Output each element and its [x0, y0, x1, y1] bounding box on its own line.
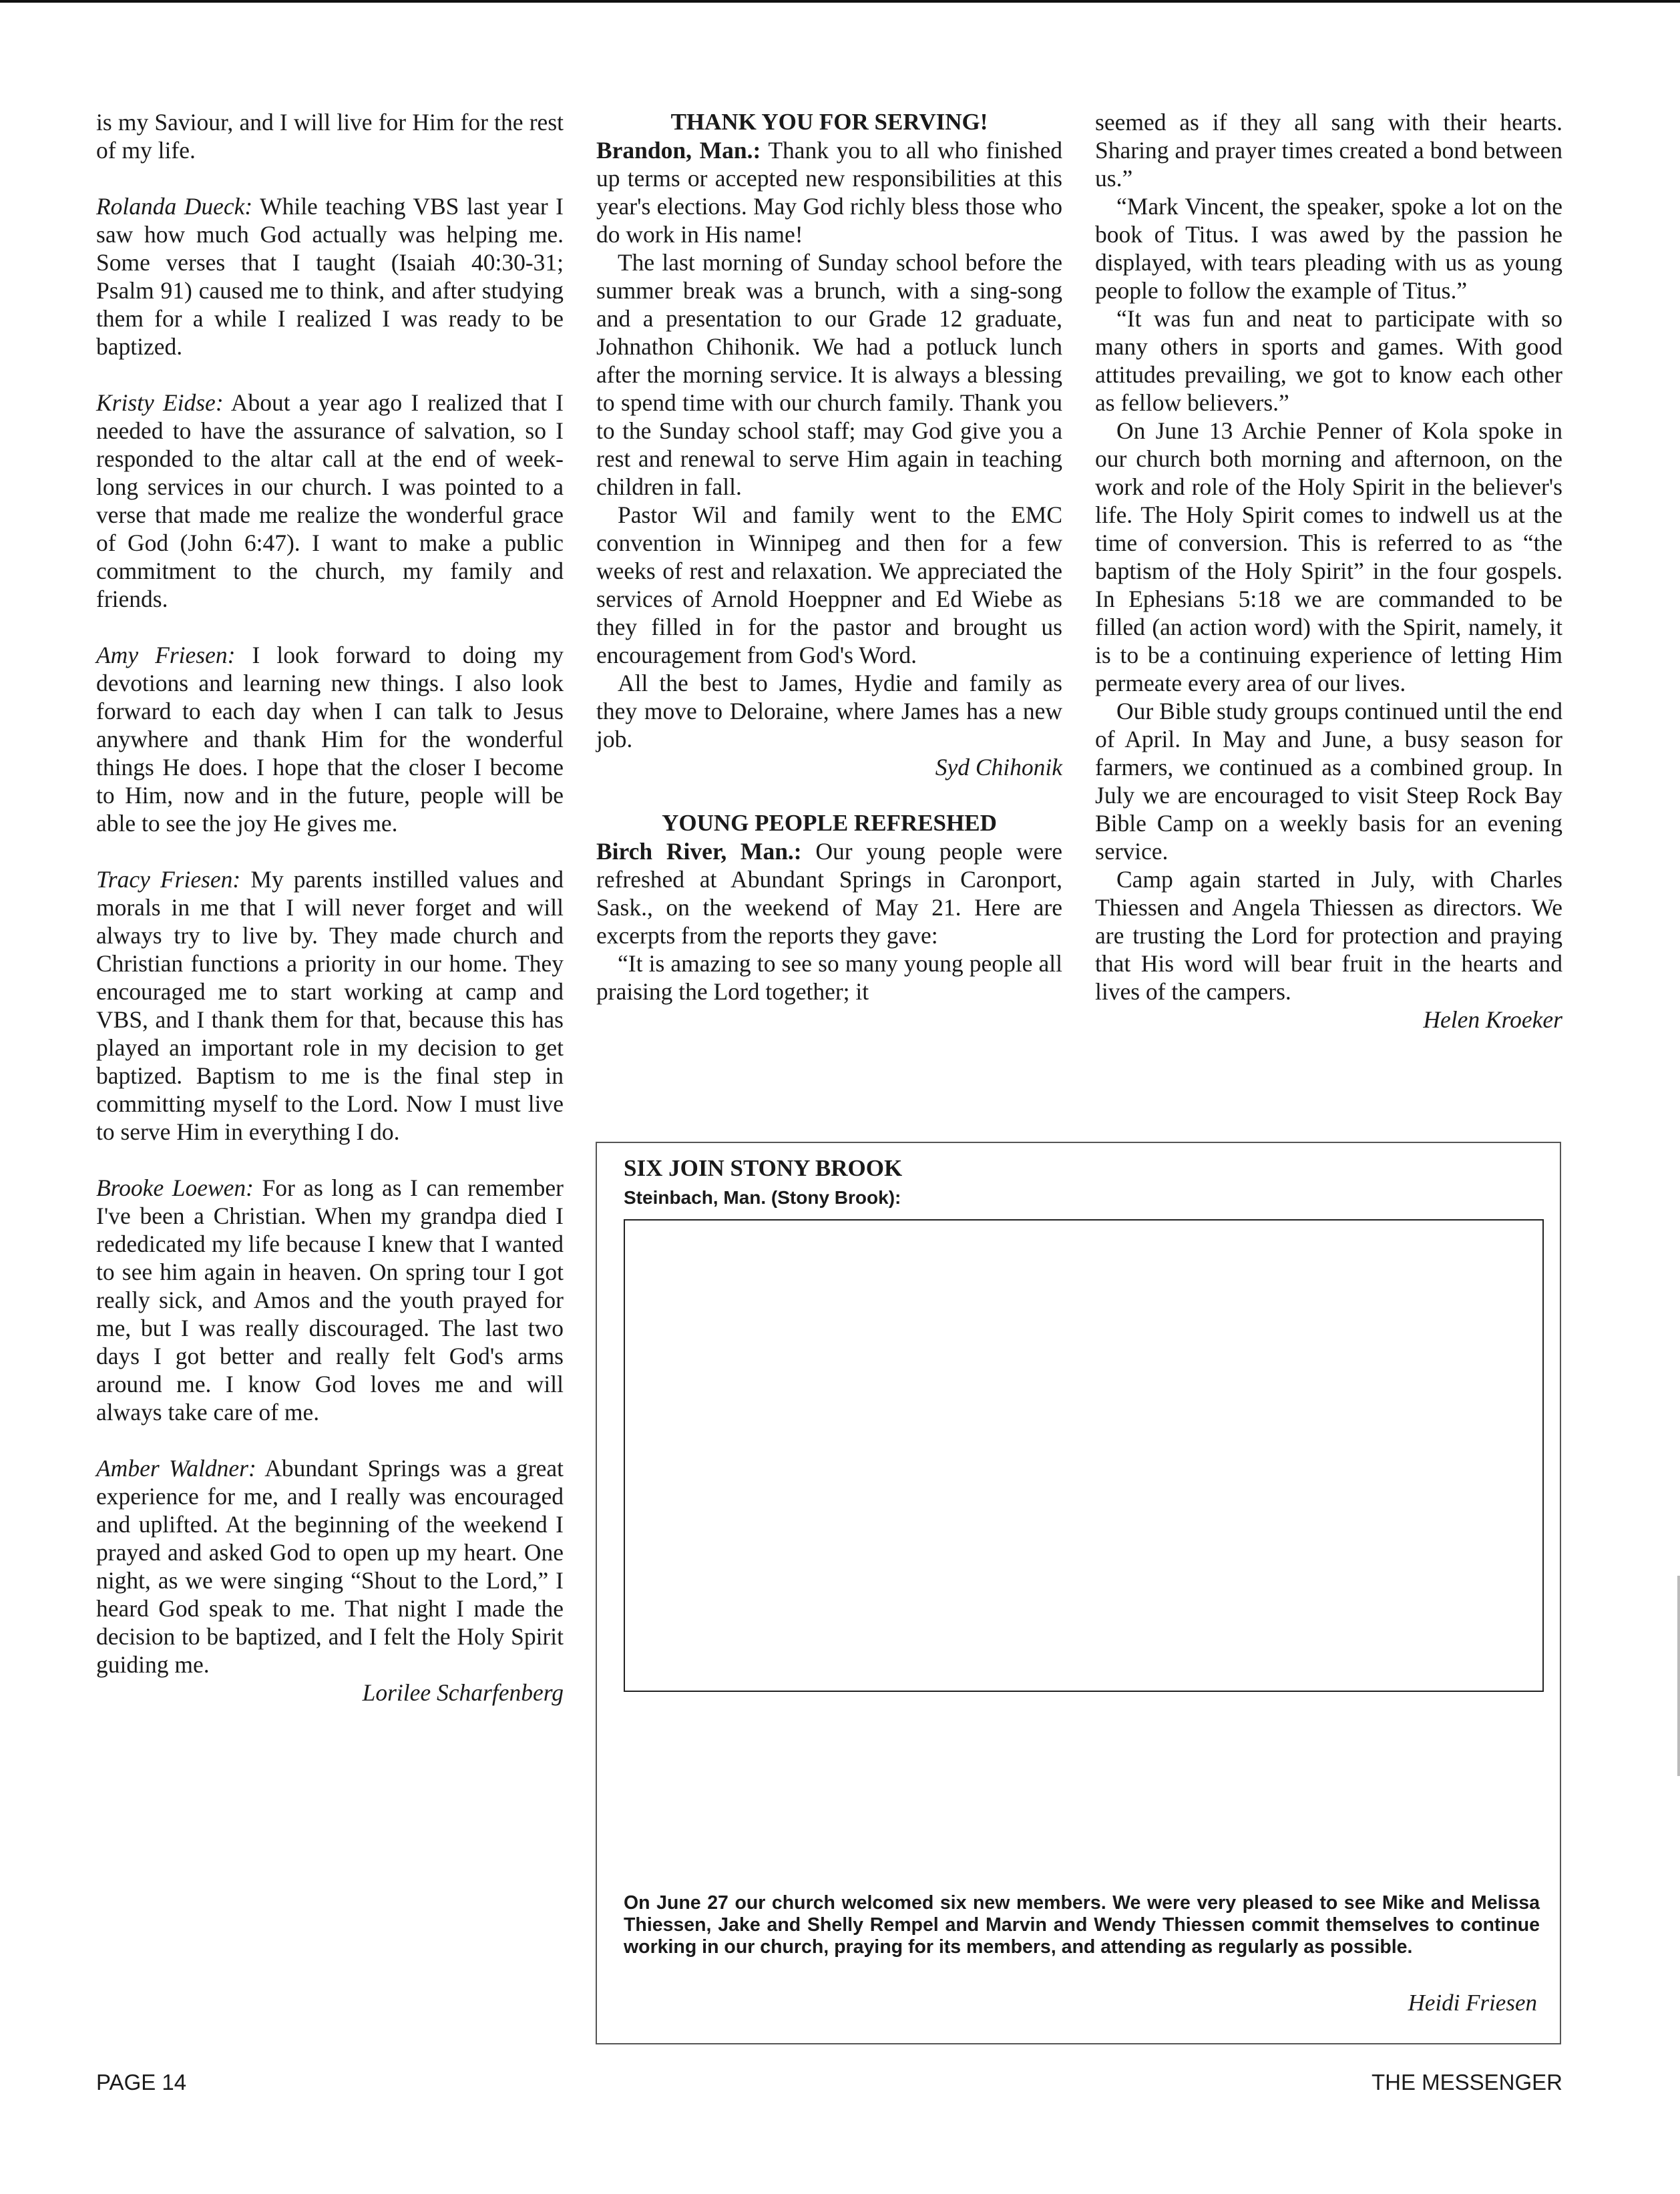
dateline: Birch River, Man.:: [596, 838, 802, 865]
lead-text: Our young people were refreshed at Abundant Springs in Caronport, Sask., on the weekend of May 21. Here are excerpts from the reports they gave:: [596, 838, 1063, 949]
article-headline: YOUNG PEOPLE REFRESHED: [662, 810, 997, 836]
photo-placeholder: [624, 1219, 1544, 1692]
article-paragraph: On June 13 Archie Penner of Kola spoke in our church both morning and afternoon, on the work and role of the Holy Spirit in the believer's life. The Holy Spirit comes to indwell us at the time of conversion. This is referred to as “the baptism of the Holy Spirit” in the four gospels. In Ephesians 5:18 we are commanded to be filled (an action word) with the Spirit, namely, it is to be a continuing experience of letting Him permeate every area of our lives.: [1095, 417, 1562, 696]
article-headline: THANK YOU FOR SERVING!: [670, 109, 988, 135]
article-headline: SIX JOIN STONY BROOK: [624, 1155, 903, 1181]
column-3: [1095, 108, 1562, 1034]
article-lead: [596, 837, 1062, 949]
article-lead: [596, 136, 1062, 248]
byline: Lorilee Scharfenberg: [362, 1679, 564, 1706]
testimony-text: Abundant Springs was a great experience for me, and I really was encouraged and uplifted. At the beginning of the weekend I prayed and asked God to open up my heart. One night, as we were singing “Shout to the Lord,” I heard God speak to me. That night I made the decision to be baptized, and I felt the Holy Spirit guiding me.: [96, 1455, 564, 1678]
testimony-name: Tracy Friesen:: [96, 866, 241, 893]
page-number: PAGE 14: [96, 2070, 187, 2095]
article-paragraph: “It is amazing to see so many young people all praising the Lord together; it: [596, 950, 1062, 1005]
article-paragraph: The last morning of Sunday school before the summer break was a brunch, with a sing-song and a presentation to our Grade 12 graduate, Johnathon Chihonik. We had a potluck lunch after the morning service. It is always a blessing to spend time with our church family. Thank you to the Sunday school staff; may God give you a rest and renewal to serve Him again in teaching children in fall.: [596, 249, 1062, 500]
byline: Heidi Friesen: [1408, 1990, 1537, 2016]
byline: Helen Kroeker: [1423, 1006, 1562, 1033]
article-paragraph: “Mark Vincent, the speaker, spoke a lot on the book of Titus. I was awed by the passion he displayed, with tears pleading with us as young people to follow the example of Titus.”: [1095, 193, 1562, 304]
testimony-tracy: [96, 865, 564, 1146]
scan-edge: [1677, 1576, 1680, 1776]
testimony-amber: [96, 1454, 564, 1679]
testimony-brooke: [96, 1174, 564, 1426]
publication-name: THE MESSENGER: [1371, 2070, 1562, 2095]
testimony-text: For as long as I can remember I've been a Christian. When my grandpa died I rededicated my life because I knew that I wanted to see him again in heaven. On spring tour I got really sick, and Amos and the youth prayed for me, but I was really discouraged. The last two days I got better and really felt God's arms around me. I know God loves me and will always take care of me.: [96, 1174, 564, 1425]
top-rule: [0, 0, 1680, 3]
testimony-text: My parents instilled values and morals in me that I will never forget and will always try to live by. They made church and Christian functions a priority in our home. They encouraged me to start working at camp and VBS, and I thank them for that, because this has played an important role in my decision to get baptized. Baptism to me is the final step in committing myself to the Lord. Now I must live to serve Him in everything I do.: [96, 866, 564, 1145]
testimony-text: While teaching VBS last year I saw how much God actually was helping me. Some verses that I taught (Isaiah 40:30-31; Psalm 91) caused me to think, and after studying them for a while I realized I was ready to be baptized.: [96, 193, 564, 360]
lead-text: Thank you to all who finished up terms or accepted new responsibilities at this year's elections. May God richly bless those who do work in His name!: [596, 137, 1062, 248]
photo-caption: On June 27 our church welcomed six new members. We were very pleased to see Mike and Melissa Thiessen, Jake and Shelly Rempel and Marvin and Wendy Thiessen commit themselves to continue working in our church, praying for its members, and attending as regularly as possible.: [624, 1892, 1540, 1958]
testimony-text: About a year ago I realized that I needed to have the assurance of salvation, so I responded to the altar call at the end of week-long services in our church. I was pointed to a verse that made me realize the wonderful grace of God (John 6:47). I want to make a public commitment to the church, my family and friends.: [96, 389, 564, 612]
testimony-kristy: [96, 389, 564, 613]
article-paragraph: Pastor Wil and family went to the EMC convention in Winnipeg and then for a few weeks of rest and relaxation. We appreciated the services of Arnold Hoeppner and Ed Wiebe as they filled in for the pastor and brought us encouragement from God's Word.: [596, 501, 1062, 668]
dateline: Brandon, Man.:: [596, 137, 761, 164]
testimony-name: Amy Friesen:: [96, 642, 236, 668]
boxed-article: [596, 1142, 1561, 2044]
column-1: [96, 108, 564, 1707]
testimony-amy: [96, 641, 564, 837]
article-paragraph: Camp again started in July, with Charles Thiessen and Angela Thiessen as directors. We are trusting the Lord for protection and praying that His word will bear fruit in the hearts and lives of the campers.: [1095, 866, 1562, 1005]
testimony-name: Amber Waldner:: [96, 1455, 256, 1482]
testimony-rolanda: [96, 192, 564, 361]
article-paragraph: All the best to James, Hydie and family as they move to Deloraine, where James has a new job.: [596, 670, 1062, 752]
testimony-continuation: is my Saviour, and I will live for Him for the rest of my life.: [96, 109, 564, 164]
byline: Syd Chihonik: [935, 754, 1062, 781]
article-paragraph: “It was fun and neat to participate with so many others in sports and games. With good attitudes prevailing, we got to know each other as fellow believers.”: [1095, 305, 1562, 416]
testimony-name: Kristy Eidse:: [96, 389, 224, 416]
article-paragraph: seemed as if they all sang with their hearts. Sharing and prayer times created a bond between us.”: [1095, 109, 1562, 192]
testimony-text: I look forward to doing my devotions and learning new things. I also look forward to each day when I can talk to Jesus anywhere and thank Him for the wonderful things He does. I hope that the closer I become to Him, now and in the future, people will be able to see the joy He gives me.: [96, 642, 564, 837]
article-paragraph: Our Bible study groups continued until the end of April. In May and June, a busy season for farmers, we continued as a combined group. In July we are encouraged to visit Steep Rock Bay Bible Camp on a weekly basis for an evening service.: [1095, 698, 1562, 865]
dateline: Steinbach, Man. (Stony Brook):: [624, 1187, 901, 1208]
column-2: [596, 108, 1062, 1006]
testimony-name: Rolanda Dueck:: [96, 193, 253, 220]
testimony-name: Brooke Loewen:: [96, 1174, 254, 1201]
